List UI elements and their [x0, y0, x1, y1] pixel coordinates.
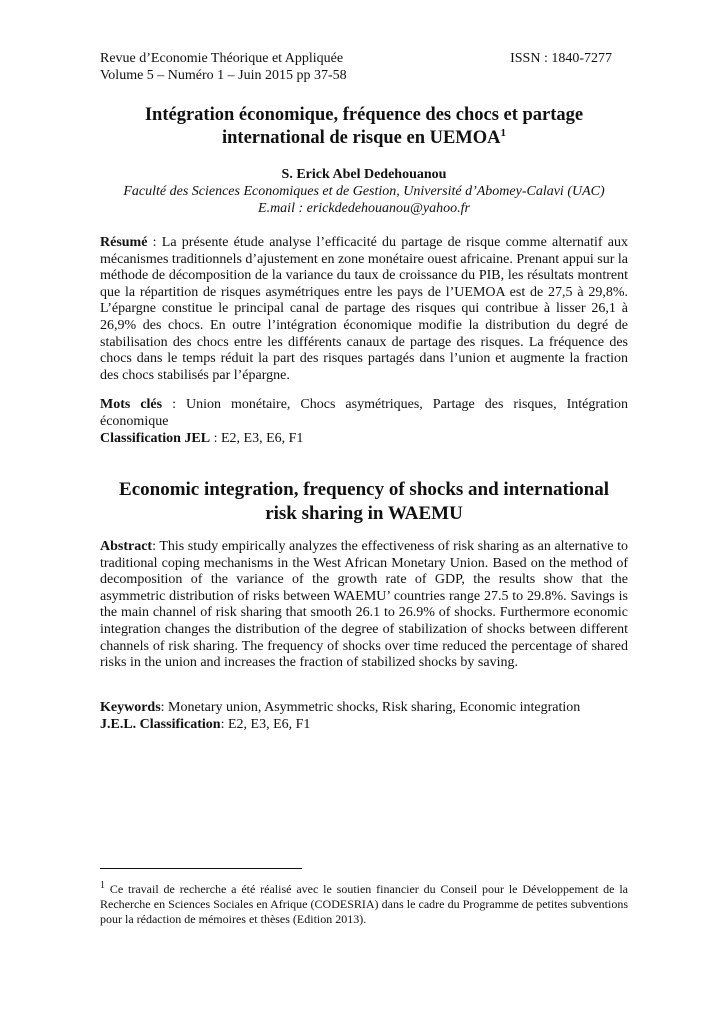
classification-en-text: : E2, E3, E6, F1 — [220, 717, 311, 732]
mots-cles-text: : Union monétaire, Chocs asymétriques, Partage des risques, Intégration économique — [100, 397, 628, 429]
abstract-label: Abstract — [100, 539, 153, 554]
classification-en-label: J.E.L. Classification — [100, 717, 221, 732]
keywords-text: : Monetary union, Asymmetric shocks, Risk sharing, Economic integration — [160, 700, 581, 715]
mots-cles-paragraph — [100, 397, 628, 430]
abstract-paragraph — [100, 539, 628, 672]
classification-fr — [100, 431, 628, 448]
issn: ISSN : 1840-7277 — [510, 51, 612, 66]
footnote-mark: 1 — [100, 880, 105, 891]
resume-label: Résumé — [100, 235, 148, 250]
author-affiliation: Faculté des Sciences Economiques et de Gestion, Université d’Abomey-Calavi (UAC) — [123, 184, 605, 199]
author-name: S. Erick Abel Dedehouanou — [281, 167, 447, 182]
keywords-label: Keywords — [100, 700, 161, 715]
journal-header — [100, 50, 612, 84]
footnote — [100, 878, 628, 927]
resume-paragraph — [100, 235, 628, 384]
mots-cles-label: Mots clés — [100, 397, 163, 412]
footnote-divider — [100, 868, 302, 869]
classification-fr-text: : E2, E3, E6, F1 — [210, 431, 304, 446]
footnote-ref: 1 — [500, 126, 507, 139]
classification-fr-label: Classification JEL — [100, 431, 211, 446]
french-title-line2: international de risque en UEMOA — [221, 128, 501, 148]
volume-info: Volume 5 – Numéro 1 – Juin 2015 pp 37-58 — [100, 68, 347, 83]
english-title — [100, 478, 628, 526]
french-title-line1: Intégration économique, fréquence des chocs et partage — [144, 105, 584, 125]
abstract-text: : This study empirically analyzes the effectiveness of risk sharing as an alternative to traditional coping mechanisms in the West African Monetary Union. Based on the method of decomposition of the variance of the growth rate of GDP, the results show that the asymmetric distribution of risks between WAEMU’ countries range 27.5 to 29.8%. Savings is the main channel of risk sharing that smooth 26.1 to 26.9% of shocks. Furthermore economic integration changes the distribution of the degree of stabilization of shocks between different channels of risk sharing. The frequency of shocks over time reduced the percentage of shared risks in the union and increases the fraction of stabilized shocks by saving. — [100, 539, 628, 671]
french-title — [100, 104, 628, 150]
keywords-paragraph — [100, 700, 628, 717]
classification-en — [100, 717, 628, 734]
resume-text: : La présente étude analyse l’efficacité du partage de risque comme alternatif aux mécanismes traditionnels d’ajustement en zone monétaire ouest africaine. Prenant appui sur la méthode de décomposition de la variance du taux de croissance du PIB, les résultats montrent que la répartition de risques asymétriques entre les pays de l’UEMOA est de 27,5 à 29,8%. L’épargne constitue le principal canal de partage des risques qui contribue à lisser 26,1 à 26,9% des chocs. En outre l’intégration économique modifie la distribution du degré de stabilisation des chocs entre les différents canaux de partage des risques. La fréquence des chocs dans le temps réduit la part des risques partagés dans l’union et augmente la fraction des chocs stabilisés par l’épargne. — [100, 235, 628, 383]
author-email: E.mail : erickdedehouanou@yahoo.fr — [258, 201, 470, 216]
english-title-line1: Economic integration, frequency of shocks and international — [119, 479, 609, 500]
footnote-text: Ce travail de recherche a été réalisé avec le soutien financier du Conseil pour le Développement de la Recherche en Sciences Sociales en Afrique (CODESRIA) dans le cadre du Programme de petites subventions pour la rédaction de mémoires et thèses (Edition 2013). — [100, 882, 628, 926]
author-block — [100, 166, 628, 217]
journal-name: Revue d’Economie Théorique et Appliquée — [100, 51, 344, 66]
english-title-line2: risk sharing in WAEMU — [265, 503, 463, 524]
